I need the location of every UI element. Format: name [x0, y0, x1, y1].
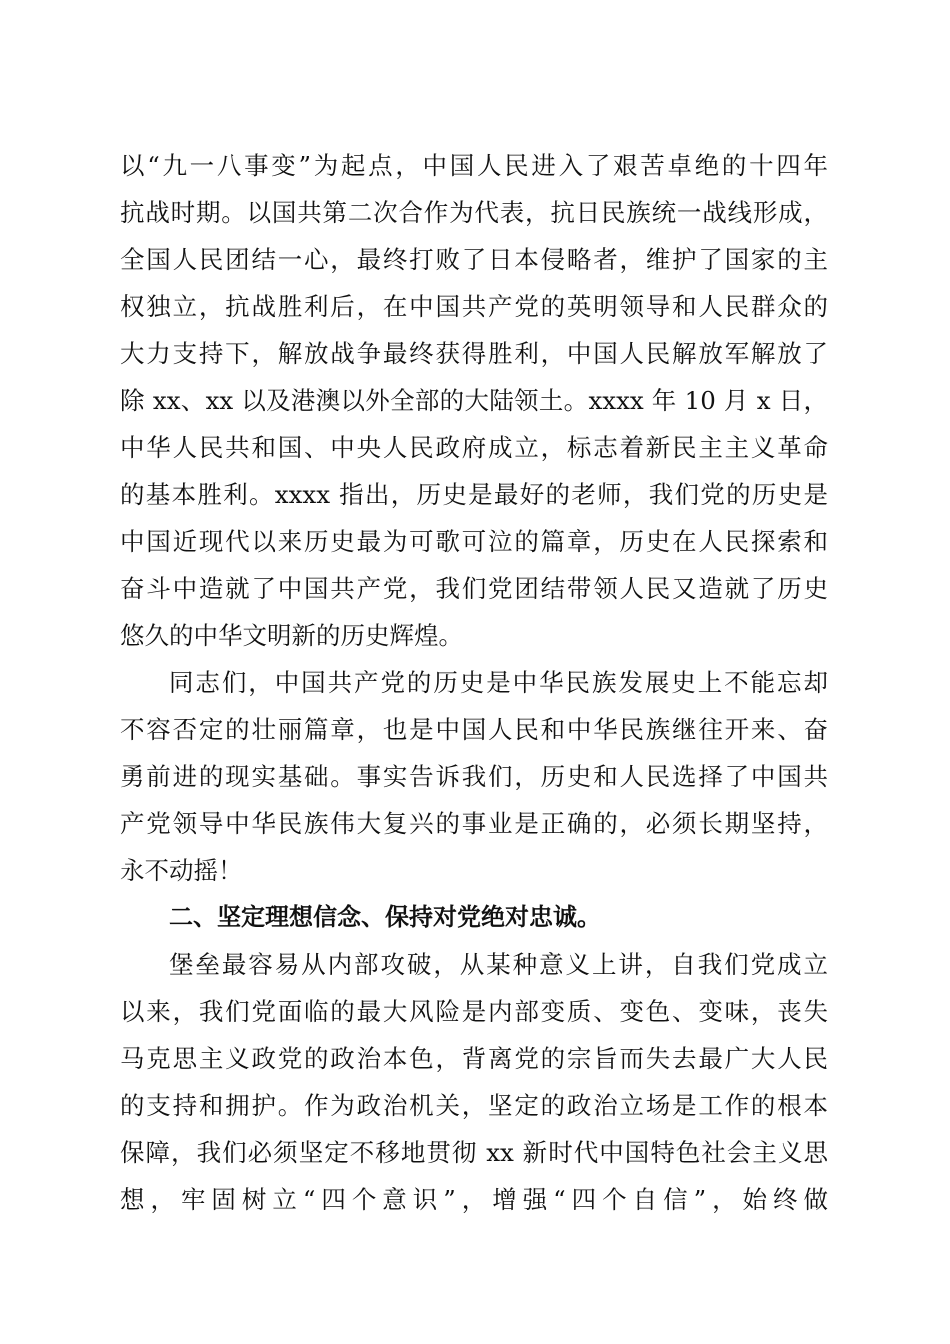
- text-line: 抗战时期。以国共第二次合作为代表，抗日民族统一战线形成，: [120, 198, 828, 227]
- text-line: 想，牢固树立“四个意识”，增强“四个自信”，始终做: [120, 1185, 828, 1214]
- text-line: 堡垒最容易从内部攻破，从某种意义上讲，自我们党成立: [169, 950, 828, 979]
- text-line: 产党领导中华民族伟大复兴的事业是正确的，必须长期坚持，: [120, 809, 828, 838]
- text-line: 除 xx、xx 以及港澳以外全部的大陆领土。xxxx 年 10 月 x 日，: [120, 386, 828, 415]
- text-line: 同志们，中国共产党的历史是中华民族发展史上不能忘却: [169, 668, 828, 697]
- text-line: 悠久的中华文明新的历史辉煌。: [120, 621, 463, 650]
- paragraph-comrades: [120, 659, 828, 894]
- text-line: 永不动摇！: [120, 856, 243, 885]
- document-body: [120, 142, 828, 1223]
- text-line: 以“九一八事变”为起点，中国人民进入了艰苦卓绝的十四年: [120, 151, 828, 180]
- text-line: 的基本胜利。xxxx 指出，历史是最好的老师，我们党的历史是: [120, 480, 828, 509]
- text-line: 保障，我们必须坚定不移地贯彻 xx 新时代中国特色社会主义思: [120, 1138, 828, 1167]
- text-line: 不容否定的壮丽篇章，也是中国人民和中华民族继往开来、奋: [120, 715, 828, 744]
- text-line: 中华人民共和国、中央人民政府成立，标志着新民主主义革命: [120, 433, 828, 462]
- text-line: 以来，我们党面临的最大风险是内部变质、变色、变味，丧失: [120, 997, 828, 1026]
- text-line: 权独立，抗战胜利后，在中国共产党的英明领导和人民群众的: [120, 292, 828, 321]
- section-heading: 二、坚定理想信念、保持对党绝对忠诚。: [169, 903, 601, 931]
- text-line: 马克思主义政党的政治本色，背离党的宗旨而失去最广大人民: [120, 1044, 828, 1073]
- text-line: 的支持和拥护。作为政治机关，坚定的政治立场是工作的根本: [120, 1091, 828, 1120]
- text-line: 全国人民团结一心，最终打败了日本侵略者，维护了国家的主: [120, 245, 828, 274]
- paragraph-fortress: [120, 941, 828, 1223]
- text-line: 勇前进的现实基础。事实告诉我们，历史和人民选择了中国共: [120, 762, 828, 791]
- text-line: 大力支持下，解放战争最终获得胜利，中国人民解放军解放了: [120, 339, 828, 368]
- paragraph-history: [120, 142, 828, 659]
- text-line: 中国近现代以来历史最为可歌可泣的篇章，历史在人民探索和: [120, 527, 828, 556]
- text-line: 奋斗中造就了中国共产党，我们党团结带领人民又造就了历史: [120, 574, 828, 603]
